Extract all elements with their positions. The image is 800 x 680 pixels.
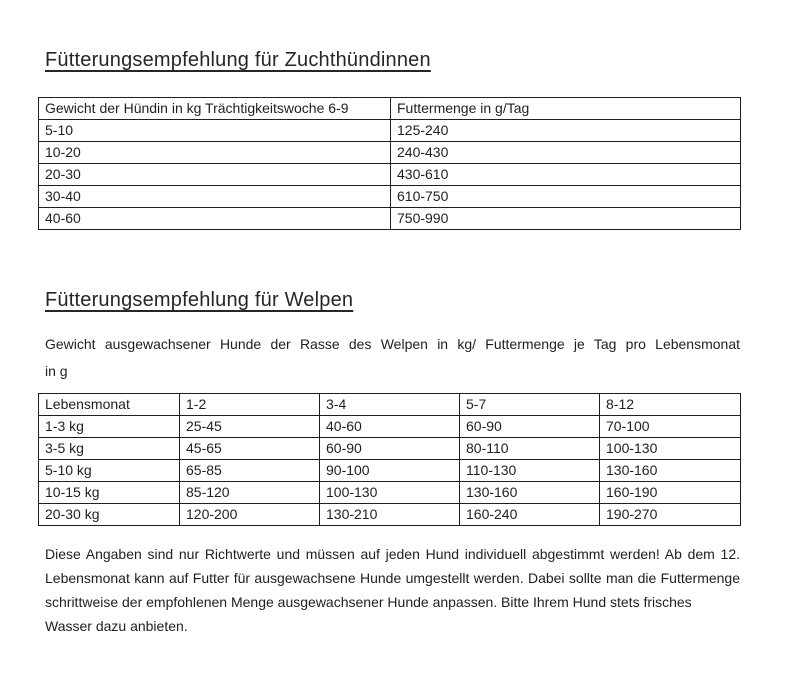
table-cell: 90-100	[320, 460, 460, 482]
table-cell: 750-990	[391, 208, 741, 230]
table-cell: 65-85	[180, 460, 320, 482]
table-header-cell: 1-2	[180, 394, 320, 416]
table-cell: 160-190	[600, 482, 741, 504]
table-cell: 10-20	[39, 142, 391, 164]
table-cell: 45-65	[180, 438, 320, 460]
table-cell: 30-40	[39, 186, 391, 208]
table-cell: 100-130	[600, 438, 741, 460]
table-header-row	[39, 394, 741, 416]
table-header-cell: 5-7	[460, 394, 600, 416]
table-cell: 160-240	[460, 504, 600, 526]
puppies-table	[38, 393, 741, 526]
footnote-line: Diese Angaben sind nur Richtwerte und müssen auf jeden Hund individuell abgestimmt werden! Ab dem 12.	[45, 546, 740, 562]
table-row	[39, 460, 741, 482]
table-row	[39, 208, 741, 230]
table-cell: 430-610	[391, 164, 741, 186]
table-row	[39, 186, 741, 208]
table-header-cell: 3-4	[320, 394, 460, 416]
table-cell: 100-130	[320, 482, 460, 504]
table-cell: 130-160	[460, 482, 600, 504]
table-cell: 40-60	[39, 208, 391, 230]
table-cell: 80-110	[460, 438, 600, 460]
table-cell: 110-130	[460, 460, 600, 482]
table-cell: 3-5 kg	[39, 438, 180, 460]
table-cell: 20-30 kg	[39, 504, 180, 526]
subtitle-line: Gewicht ausgewachsener Hunde der Rasse des Welpen in kg/ Futtermenge je Tag pro Lebensmonat	[45, 336, 740, 352]
table-cell: 25-45	[180, 416, 320, 438]
table-row	[39, 504, 741, 526]
table-row	[39, 120, 741, 142]
table-header-cell: Lebensmonat	[39, 394, 180, 416]
table-cell: 130-160	[600, 460, 741, 482]
table-header-cell: Futtermenge in g/Tag	[391, 98, 741, 120]
table-cell: 5-10	[39, 120, 391, 142]
table-cell: 10-15 kg	[39, 482, 180, 504]
table-cell: 5-10 kg	[39, 460, 180, 482]
table-row	[39, 416, 741, 438]
breeding-dogs-table	[38, 97, 741, 230]
section1-title: Fütterungsempfehlung für Zuchthündinnen	[45, 49, 431, 71]
section2-title: Fütterungsempfehlung für Welpen	[45, 289, 354, 311]
table-header-cell: 8-12	[600, 394, 741, 416]
table-header-row	[39, 98, 741, 120]
subtitle-line: in g	[45, 363, 68, 379]
table-header-cell: Gewicht der Hündin in kg Trächtigkeitswoche 6-9	[39, 98, 391, 120]
table-cell: 610-750	[391, 186, 741, 208]
table-row	[39, 482, 741, 504]
table-row	[39, 438, 741, 460]
table-cell: 1-3 kg	[39, 416, 180, 438]
footnote-line: schrittweise der empfohlenen Menge ausgewachsener Hunde anpassen. Bitte Ihrem Hund stets frisches	[45, 594, 692, 610]
table-cell: 60-90	[460, 416, 600, 438]
footnote	[45, 542, 740, 638]
table-cell: 20-30	[39, 164, 391, 186]
table-row	[39, 142, 741, 164]
table-cell: 40-60	[320, 416, 460, 438]
table-cell: 130-210	[320, 504, 460, 526]
table-cell: 190-270	[600, 504, 741, 526]
table-cell: 60-90	[320, 438, 460, 460]
footnote-line: Lebensmonat kann auf Futter für ausgewachsene Hunde umgestellt werden. Dabei sollte man die Futtermenge	[45, 570, 740, 586]
table-row	[39, 164, 741, 186]
document-page	[0, 48, 800, 638]
table-cell: 120-200	[180, 504, 320, 526]
table-cell: 240-430	[391, 142, 741, 164]
footnote-line: Wasser dazu anbieten.	[45, 618, 188, 634]
section2-subtitle	[45, 331, 740, 385]
table-cell: 125-240	[391, 120, 741, 142]
table-cell: 70-100	[600, 416, 741, 438]
table-cell: 85-120	[180, 482, 320, 504]
